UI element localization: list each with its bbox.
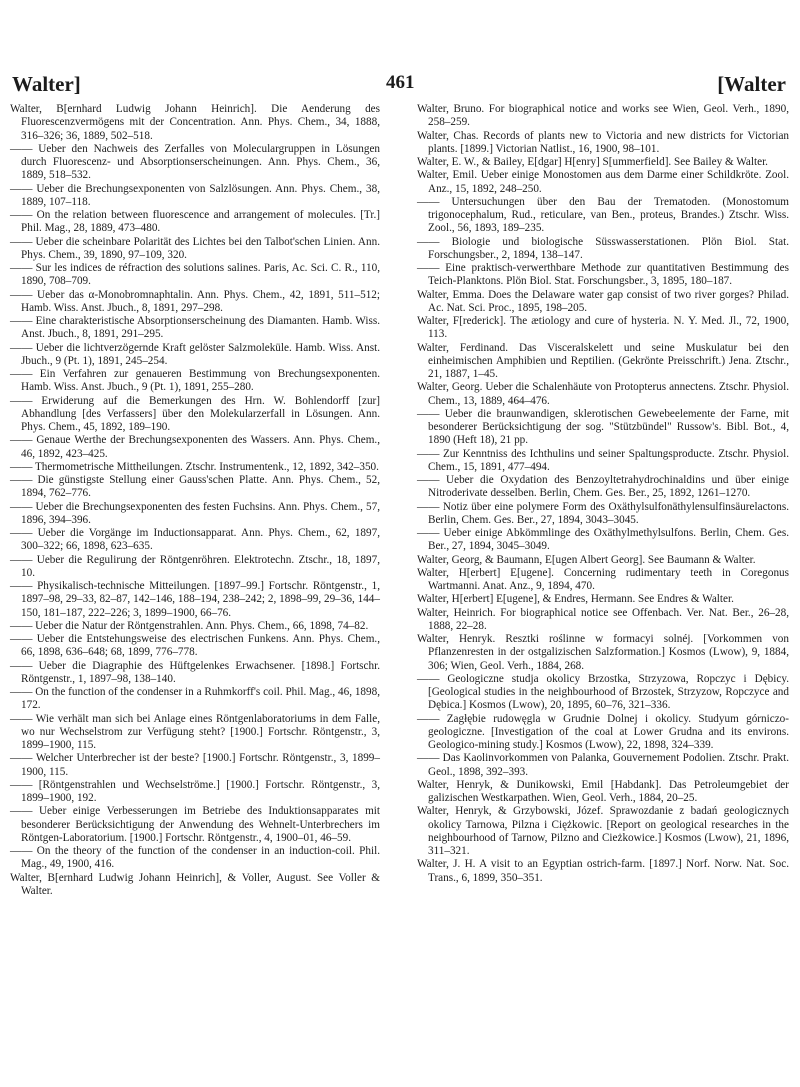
- bibliography-entry: —— Ueber das α-Monobromnaphtalin. Ann. Phys. Chem., 42, 1891, 511–512; Hamb. Wiss. Anst. Jbuch., 8, 1891, 297–298.: [10, 288, 380, 314]
- bibliography-entry: —— Zagłębie rudowęgla w Grudnie Dolnej i okolicy. Studyum górniczo-geologiczne. [Investigation of the coal at Lower Grudna and its environs. Geologico-mining study.] Kosmos (Lwow), 22, 1898, 324–339.: [417, 712, 789, 751]
- header-left: Walter]: [12, 72, 81, 96]
- bibliography-entry: —— Untersuchungen über den Bau der Trematoden. (Monostomum trigonocephalum, Rud., reticulare, van Ben., proteus, Brandes.) Ztschr. Wiss. Zool., 56, 1893, 189–235.: [417, 195, 789, 235]
- bibliography-entry: Walter, Henryk, & Dunikowski, Emil [Habdank]. Das Petroleumgebiet der galizischen Westkarpathen. Wien, Geol. Verh., 1884, 20–25.: [417, 778, 789, 804]
- bibliography-entry: —— Notiz über eine polymere Form des Oxäthylsulfonäthylensulfinsäurelactons. Berlin, Chem. Ges. Ber., 27, 1894, 3043–3045.: [417, 500, 789, 526]
- left-column: [10, 103, 380, 898]
- bibliography-entry: Walter, Chas. Records of plants new to Victoria and new districts for Victorian plants. [1899.] Victorian Natlist., 16, 1900, 98–101.: [417, 129, 789, 155]
- bibliography-entry: —— Ein Verfahren zur genaueren Bestimmung von Brechungsexponenten. Hamb. Wiss. Anst. Jbuch., 9 (Pt. 1), 1891, 255–280.: [10, 368, 380, 394]
- bibliography-entry: —— Ueber die Brechungsexponenten des festen Fuchsins. Ann. Phys. Chem., 57, 1896, 394–396.: [10, 500, 380, 526]
- header-right: [Walter: [717, 72, 786, 96]
- bibliography-entry: —— Ueber die Natur der Röntgenstrahlen. Ann. Phys. Chem., 66, 1898, 74–82.: [10, 619, 369, 632]
- bibliography-entry: —— Thermometrische Mittheilungen. Ztschr. Instrumentenk., 12, 1892, 342–350.: [10, 460, 379, 473]
- bibliography-entry: Walter, Ferdinand. Das Visceralskelett und seine Muskulatur bei den einheimischen Amphibien und Reptilien. (Gekrönte Preisschrift.) Jena. Ztschr., 21, 1887, 1–45.: [417, 341, 789, 380]
- bibliography-entry: —— Welcher Unterbrecher ist der beste? [1900.] Fortschr. Röntgenstr., 3, 1899–1900, 115.: [10, 752, 380, 778]
- bibliography-entry: —— Ueber die Entstehungsweise des electrischen Funkens. Ann. Phys. Chem., 66, 1898, 636–648; 68, 1899, 776–778.: [10, 633, 380, 659]
- bibliography-entry: —— Erwiderung auf die Bemerkungen des Hrn. W. Bohlendorff [zur] Abhandlung [des Verfassers] über den Molekularzerfall in Lösungen. Ann. Phys. Chem., 45, 1892, 189–190.: [10, 394, 380, 433]
- bibliography-entry: Walter, B[ernhard Ludwig Johann Heinrich]. Die Aenderung des Fluorescenzvermögens mit der Concentration. Ann. Phys. Chem., 34, 1888, 316–326; 36, 1889, 502–518.: [10, 103, 380, 142]
- bibliography-entry: —— Ueber die Vorgänge im Inductionsapparat. Ann. Phys. Chem., 62, 1897, 300–322; 66, 1898, 623–635.: [10, 527, 380, 553]
- bibliography-entry: —— Ueber die braunwandigen, sklerotischen Gewebeelemente der Farne, mit besonderer Berücksichtigung der sog. "Stützbündel" Russow's. Bibl. Bot., 4, 1890 (Heft 18), 21 pp.: [417, 407, 789, 447]
- bibliography-entry: —— Sur les indices de réfraction des solutions salines. Paris, Ac. Sci. C. R., 110, 1890, 708–709.: [10, 262, 380, 288]
- bibliography-entry: —— Ueber einige Verbesserungen im Betriebe des Induktionsapparates mit besonderer Berücksichtigung der Anwendung des Wehnelt-Unterbrechers im Röntgen-Laboratorium. [1900.] Fortschr. Röntgenstr., 4, 1900–01, 46–59.: [10, 805, 380, 844]
- bibliography-entry: Walter, E. W., & Bailey, E[dgar] H[enry] S[ummerfield]. See Bailey & Walter.: [417, 156, 768, 168]
- bibliography-entry: —— Genaue Werthe der Brechungsexponenten des Wassers. Ann. Phys. Chem., 46, 1892, 423–425.: [10, 434, 380, 460]
- bibliography-entry: —— On the theory of the function of the condenser in an induction-coil. Phil. Mag., 49, 1900, 416.: [10, 845, 380, 871]
- bibliography-entry: —— Ueber die Regulirung der Röntgenröhren. Elektrotechn. Ztschr., 18, 1897, 10.: [10, 553, 380, 579]
- bibliography-entry: Walter, Bruno. For biographical notice and works see Wien, Geol. Verh., 1890, 258–259.: [417, 103, 789, 129]
- bibliography-entry: —— On the function of the condenser in a Ruhmkorff's coil. Phil. Mag., 46, 1898, 172.: [10, 686, 380, 712]
- bibliography-entry: Walter, Emil. Ueber einige Monostomen aus dem Darme einer Schildkröte. Zool. Anz., 15, 1892, 248–250.: [417, 169, 789, 195]
- bibliography-entry: Walter, H[erbert] E[ugene], & Endres, Hermann. See Endres & Walter.: [417, 593, 734, 606]
- bibliography-entry: Walter, B[ernhard Ludwig Johann Heinrich], & Voller, August. See Voller & Walter.: [10, 871, 380, 897]
- bibliography-entry: —— Biologie und biologische Süsswasserstationen. Plön Biol. Stat. Forschungsber., 2, 1894, 138–147.: [417, 235, 789, 261]
- bibliography-entry: —— Ueber den Nachweis des Zerfalles von Moleculargruppen in Lösungen durch Fluorescenz- und Absorptionserscheinungen. Ann. Phys. Chem., 36, 1889, 518–532.: [10, 142, 380, 182]
- bibliography-entry: Walter, Henryk. Resztki roślinne w formacyi solnéj. [Vorkommen von Pflanzenresten in der ostgalizischen Salzformation.] Kosmos (Lwow), 9, 1884, 306; Wien, Geol. Verh., 1884, 268.: [417, 633, 789, 672]
- bibliography-entry: —— Das Kaolinvorkommen von Palanka, Gouvernement Podolien. Ztschr. Prakt. Geol., 1898, 392–393.: [417, 752, 789, 778]
- bibliography-entry: —— Ueber die lichtverzögernde Kraft gelöster Salzmoleküle. Hamb. Wiss. Anst. Jbuch., 9 (Pt. 1), 1891, 245–254.: [10, 341, 380, 367]
- bibliography-entry: Walter, Henryk, & Grzybowski, Józef. Sprawozdanie z badań geologicznych okolicy Tarnowa, Pilzna i Ciężkowic. [Report on geological researches in the neighbourhood of Tarnow, Pilzno and Cieżkowice.] Kosmos (Lwow), 21, 1896, 311–321.: [417, 805, 789, 857]
- bibliography-entry: —— [Röntgenstrahlen und Wechselströme.] [1900.] Fortschr. Röntgenstr., 3, 1899–1900, 192.: [10, 778, 380, 804]
- bibliography-entry: Walter, H[erbert] E[ugene]. Concerning rudimentary teeth in Coregonus Wartmanni. Anat. Anz., 9, 1894, 470.: [417, 566, 789, 592]
- bibliography-entry: Walter, Georg. Ueber die Schalenhäute von Protopterus annectens. Ztschr. Physiol. Chem., 13, 1889, 464–476.: [417, 381, 789, 407]
- bibliography-entry: Walter, Georg, & Baumann, E[ugen Albert Georg]. See Baumann & Walter.: [417, 553, 756, 566]
- bibliography-entry: Walter, Heinrich. For biographical notice see Offenbach. Ver. Nat. Ber., 26–28, 1888, 22–28.: [417, 606, 789, 632]
- bibliography-entry: Walter, Emma. Does the Delaware water gap consist of two river gorges? Philad. Ac. Nat. Sci. Proc., 1895, 198–205.: [417, 288, 789, 314]
- bibliography-entry: —— Physikalisch-technische Mitteilungen. [1897–99.] Fortschr. Röntgenstr., 1, 1897–98, 29–33, 82–87, 142–146, 188–194, 238–242; 2, 1898–99, 29–36, 144–150, 181–187, 222–226; 3, 1899–1900, 66–76.: [10, 580, 380, 619]
- bibliography-entry: —— On the relation between fluorescence and arrangement of molecules. [Tr.] Phil. Mag., 28, 1889, 473–480.: [10, 209, 380, 235]
- bibliography-entry: —— Geologiczne studja okolicy Brzostka, Strzyzowa, Ropczyc i Dębicy. [Geological studies in the neighbourhood of Brzostek, Strzyzow, Ropczyce and Dębica.] Kosmos (Lwow), 20, 1895, 60–76, 321–336.: [417, 672, 789, 712]
- bibliography-entry: Walter, F[rederick]. The ætiology and cure of hysteria. N. Y. Med. Jl., 72, 1900, 113.: [417, 315, 789, 341]
- page-number: 461: [386, 72, 415, 93]
- bibliography-entry: Walter, J. H. A visit to an Egyptian ostrich-farm. [1897.] Norf. Norw. Nat. Soc. Trans., 6, 1899, 350–351.: [417, 858, 789, 884]
- bibliography-entry: —— Eine praktisch-verwerthbare Methode zur quantitativen Bestimmung des Teich-Planktons. Plön Biol. Stat. Forschungsber., 3, 1895, 180–187.: [417, 262, 789, 288]
- bibliography-entry: —— Ueber die Brechungsexponenten von Salzlösungen. Ann. Phys. Chem., 38, 1889, 107–118.: [10, 182, 380, 208]
- bibliography-entry: —— Ueber die Oxydation des Benzoyltetrahydrochinaldins und über einige Nitroderivate desselben. Berlin, Chem. Ges. Ber., 25, 1892, 1261–1270.: [417, 474, 789, 500]
- bibliography-entry: —— Ueber die scheinbare Polarität des Lichtes bei den Talbot'schen Linien. Ann. Phys. Chem., 39, 1890, 97–109, 320.: [10, 235, 380, 261]
- bibliography-entry: —— Zur Kenntniss des Ichthulins und seiner Spaltungsproducte. Ztschr. Physiol. Chem., 15, 1891, 477–494.: [417, 447, 789, 473]
- bibliography-entry: —— Eine charakteristische Absorptionserscheinung des Diamanten. Hamb. Wiss. Anst. Jbuch., 8, 1891, 291–295.: [10, 315, 380, 341]
- bibliography-entry: —— Ueber die Diagraphie des Hüftgelenkes Erwachsener. [1898.] Fortschr. Röntgenstr., 1, 1897–98, 138–140.: [10, 659, 380, 685]
- bibliography-entry: —— Ueber einige Abkömmlinge des Oxäthylmethylsulfons. Berlin, Chem. Ges. Ber., 27, 1894, 3045–3049.: [417, 527, 789, 553]
- bibliography-entry: —— Wie verhält man sich bei Anlage eines Röntgenlaboratoriums in dem Falle, wo nur Wechselstrom zur Verfügung steht? [1900.] Fortschr. Röntgenstr., 3, 1899–1900, 115.: [10, 712, 380, 751]
- bibliography-entry: —— Die günstigste Stellung einer Gauss'schen Platte. Ann. Phys. Chem., 52, 1894, 762–776.: [10, 474, 380, 500]
- right-column: [417, 103, 789, 885]
